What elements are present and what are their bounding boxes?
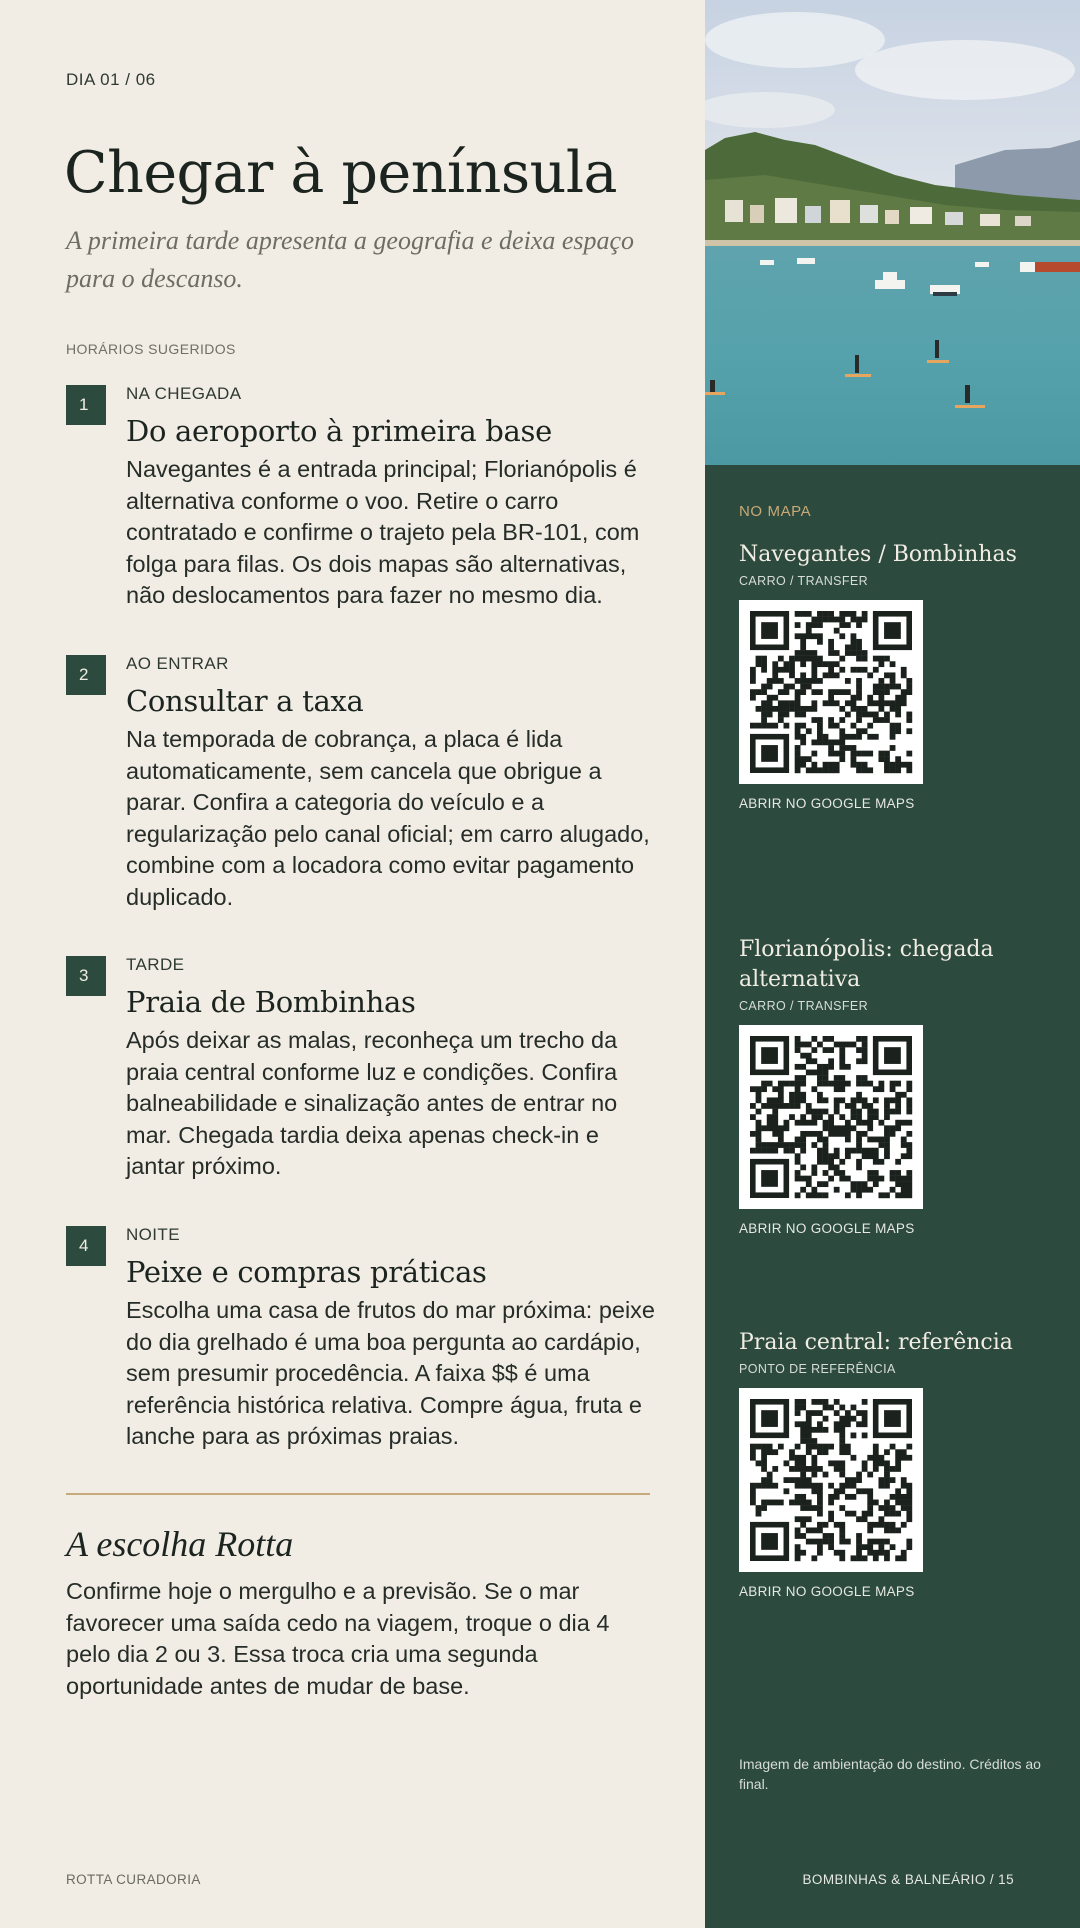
step-number-badge: 3 — [66, 956, 106, 996]
step-kicker: NOITE — [126, 1225, 180, 1244]
transport-mode: CARRO / TRANSFER — [739, 574, 869, 588]
footer-brand: ROTTA CURADORIA — [66, 1872, 201, 1887]
step-number-badge: 2 — [66, 655, 106, 695]
map-section-label: NO MAPA — [739, 503, 812, 520]
map-card — [739, 1328, 1049, 1599]
day-counter: DIA 01 / 06 — [66, 70, 156, 89]
schedule-item-body — [126, 655, 661, 913]
step-description: Navegantes é a entrada principal; Florianópolis é alternativa conforme o voo. Retire o carro contratado e confirme o trajeto pela BR-101, com folga para filas. Os dois mapas são alternativas, não deslocamentos para fazer no mesmo dia. — [126, 456, 640, 608]
sidebar — [705, 0, 1080, 1928]
map-title: Praia central: referência — [739, 1330, 1013, 1355]
map-card — [739, 540, 1049, 811]
transport-mode: PONTO DE REFERÊNCIA — [739, 1362, 896, 1376]
section-divider — [66, 1493, 650, 1495]
open-google-maps-link[interactable]: ABRIR NO GOOGLE MAPS — [739, 796, 915, 811]
map-title: Navegantes / Bombinhas — [739, 542, 1017, 567]
step-number-badge: 1 — [66, 385, 106, 425]
step-title: Do aeroporto à primeira base — [126, 414, 552, 448]
step-kicker: TARDE — [126, 955, 185, 974]
schedule-label: HORÁRIOS SUGERIDOS — [66, 341, 236, 357]
open-google-maps-link[interactable]: ABRIR NO GOOGLE MAPS — [739, 1221, 915, 1236]
destination-photo — [705, 0, 1080, 465]
page-subtitle: A primeira tarde apresenta a geografia e deixa espaço para o descanso. — [66, 226, 635, 293]
step-description: Escolha uma casa de frutos do mar próxima: peixe do dia grelhado é uma boa pergunta ao cardápio, sem presumir procedência. A faixa $$ é uma referência histórica relativa. Compre água, fruta e lanche para as próximas praias. — [126, 1297, 656, 1449]
step-number-badge: 4 — [66, 1226, 106, 1266]
schedule-item-body — [126, 1226, 661, 1453]
step-title: Praia de Bombinhas — [126, 985, 416, 1019]
step-kicker: NA CHEGADA — [126, 384, 242, 403]
map-title: Florianópolis: chegada alternativa — [739, 937, 994, 992]
qr-code[interactable] — [739, 1025, 923, 1209]
choice-text: Confirme hoje o mergulho e a previsão. Se o mar favorecer uma saída cedo na viagem, troque o dia 4 pelo dia 2 ou 3. Essa troca cria uma segunda oportunidade antes de mudar de base. — [66, 1578, 610, 1699]
step-description: Na temporada de cobrança, a placa é lida automaticamente, sem cancela que obrigue a parar. Confira a categoria do veículo e a regularização pelo canal oficial; em carro alugado, combine com a locadora como evitar pagamento duplicado. — [126, 726, 650, 910]
choice-title: A escolha Rotta — [66, 1524, 294, 1564]
qr-code[interactable] — [739, 600, 923, 784]
step-kicker: AO ENTRAR — [126, 654, 229, 673]
qr-code[interactable] — [739, 1388, 923, 1572]
step-title: Peixe e compras práticas — [126, 1255, 487, 1289]
open-google-maps-link[interactable]: ABRIR NO GOOGLE MAPS — [739, 1584, 915, 1599]
page-title: Chegar à península — [64, 140, 618, 206]
image-credits: Imagem de ambientação do destino. Créditos ao final. — [739, 1756, 1041, 1792]
transport-mode: CARRO / TRANSFER — [739, 999, 869, 1013]
footer-location-page: BOMBINHAS & BALNEÁRIO / 15 — [802, 1872, 1014, 1887]
map-card — [739, 935, 1049, 1236]
schedule-item-body — [126, 956, 661, 1183]
schedule-item-body — [126, 385, 661, 612]
step-title: Consultar a taxa — [126, 684, 364, 718]
step-description: Após deixar as malas, reconheça um trecho da praia central conforme luz e condições. Confira balneabilidade e sinalização antes de entrar no mar. Chegada tardia deixa apenas check-in e jantar próximo. — [126, 1027, 618, 1179]
